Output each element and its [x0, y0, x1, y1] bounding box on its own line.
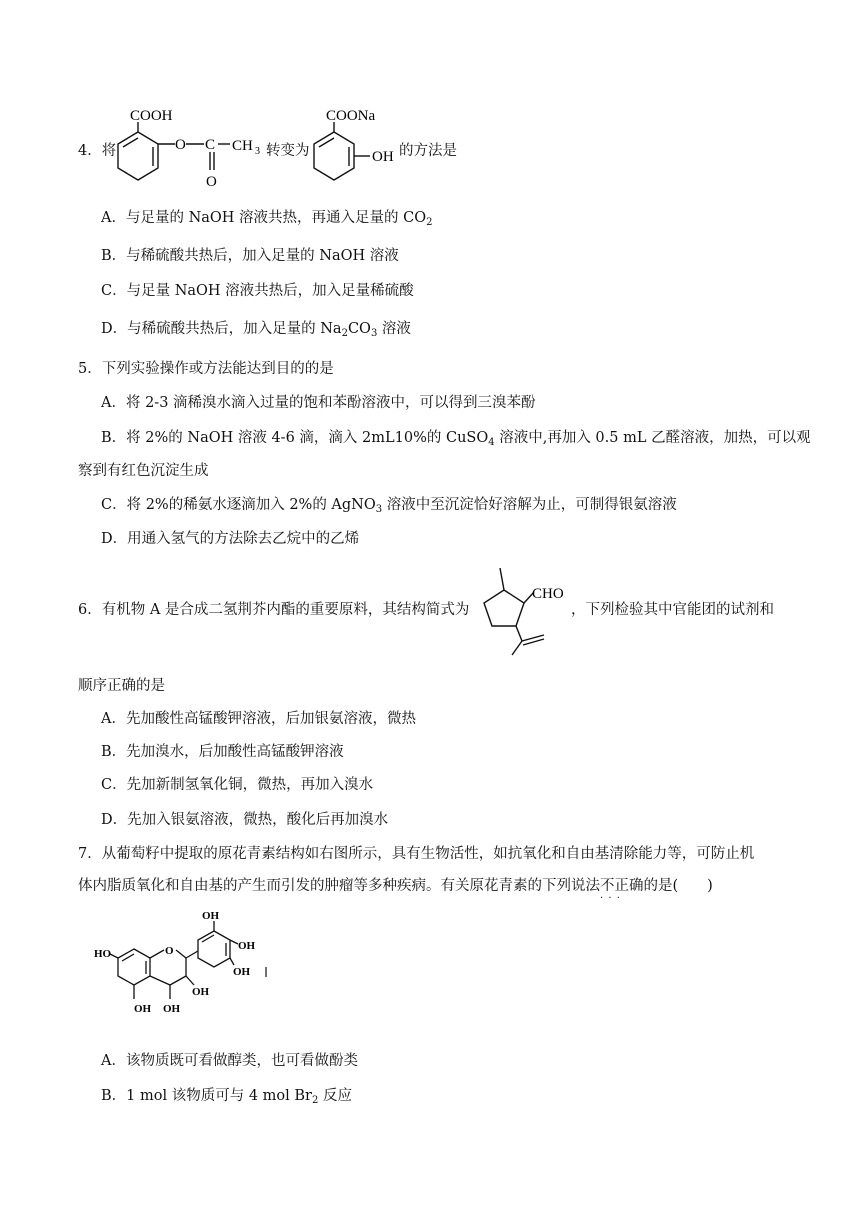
q4-option-b: B．与稀硫酸共热后，加入足量的 NaOH 溶液: [101, 248, 399, 264]
q7-stem-text: 体内脂质氧化和自由基的产生而引发的肿瘤等多种疾病。有关原花青素的下列说法: [78, 878, 600, 894]
q5-option-d: D．用通入氢气的方法除去乙烷中的乙烯: [101, 531, 360, 547]
q4-ester-o-label: O: [175, 137, 186, 153]
q4-oh-label: OH: [372, 149, 394, 165]
q4-option-a: [101, 208, 433, 233]
q5-option-a: A．将 2-3 滴稀溴水滴入过量的饱和苯酚溶液中，可以得到三溴苯酚: [101, 395, 536, 411]
q4-ch3-label: CH: [232, 138, 253, 154]
q6-stem-part2: ，下列检验其中官能团的试剂和: [571, 602, 774, 618]
q6-option-a: A．先加酸性高锰酸钾溶液，后加银氨溶液，微热: [101, 711, 416, 727]
q7-stem-line1: 7．从葡萄籽中提取的原花青素结构如右图所示，具有生物活性，如抗氧化和自由基清除能力等，可防止机: [78, 846, 755, 862]
q4-option-d-text1: D．与稀硫酸共热后，加入足量的 Na: [101, 321, 342, 337]
q4-coona-label: COONa: [326, 108, 376, 124]
q7-oh-bottom-label: OH: [163, 1003, 181, 1015]
q7-procyanidin-structure: [88, 905, 273, 1020]
q7-oh-c3-label: OH: [192, 986, 210, 998]
q4-product-structure: [304, 100, 404, 192]
q5-option-b-sub: 4: [488, 437, 495, 448]
q4-mid-text: 转变为: [266, 143, 310, 159]
q7-option-b-text2: 反应: [318, 1088, 352, 1104]
q4-ch3-subscript: 3: [255, 146, 260, 157]
q7-oh-right-label: OH: [238, 940, 256, 952]
q5-option-c: [101, 495, 677, 520]
q6-option-d: D．先加入银氨溶液，微热，酸化后再加溴水: [101, 812, 389, 828]
q4-option-d-sub2: 3: [370, 328, 378, 339]
q4-option-c: C．与足量 NaOH 溶液共热后，加入足量稀硫酸: [101, 283, 414, 299]
q7-emphasis-text: 不正确 · · ·: [600, 878, 644, 894]
q6-stem-part1: 6．有机物 A 是合成二氢荆芥内酯的重要原料，其结构简式为: [78, 602, 470, 618]
q4-option-a-text: A．与足量的 NaOH 溶液共热，再通入足量的 CO: [101, 210, 427, 226]
q5-option-b-text2: 溶液中,再加入 0.5 mL 乙醛溶液，加热，可以观: [494, 430, 811, 446]
q4-option-d-text2: CO: [347, 321, 371, 337]
q4-stem-number: [78, 141, 116, 161]
q7-option-b-text1: B．1 mol 该物质可与 4 mol Br: [101, 1088, 312, 1104]
q6-option-c: C．先加新制氢氧化铜，微热，再加入溴水: [101, 777, 374, 793]
q4-suffix-text: 的方法是: [399, 143, 457, 159]
q7-option-a: A．该物质既可看做醇类，也可看做酚类: [101, 1053, 358, 1069]
q5-option-b-continuation: 察到有红色沉淀生成: [78, 463, 209, 479]
q4-carbonyl-c-label: C: [205, 137, 216, 153]
q7-answer-bracket: 的是( ): [643, 878, 713, 894]
q4-option-d: [101, 319, 411, 344]
q7-oh-top-label: OH: [202, 910, 220, 922]
q4-carbonyl-o-label: O: [206, 174, 217, 190]
q6-stem-continuation: 顺序正确的是: [78, 678, 165, 694]
q4-option-d-text3: 溶液: [377, 321, 411, 337]
q4-cooh-label: COOH: [130, 108, 173, 124]
q4-option-a-sub: 2: [426, 217, 433, 228]
q5-option-b: [101, 428, 811, 453]
q7-option-b-sub: 2: [311, 1095, 319, 1106]
q7-ho-label: HO: [94, 948, 112, 960]
q5-option-c-sub: 3: [375, 504, 383, 515]
q6-option-b: B．先加溴水，后加酸性高锰酸钾溶液: [101, 744, 344, 760]
q7-oh-bottom-left-label: OH: [134, 1003, 152, 1015]
q7-oh-lower-right-label: OH: [233, 966, 251, 978]
q5-option-b-text1: B．将 2%的 NaOH 溶液 4-6 滴，滴入 2mL10%的 CuSO: [101, 430, 489, 446]
q5-option-c-text1: C．将 2%的稀氨水逐滴加入 2%的 AgNO: [101, 497, 376, 513]
q6-cho-label: CHO: [532, 586, 564, 602]
q4-option-d-sub1: 2: [341, 328, 348, 339]
q7-option-b: [101, 1086, 352, 1111]
q7-ring-o-label: O: [165, 945, 174, 957]
q6-compound-a-structure: [476, 562, 576, 662]
q4-number: 4．: [78, 143, 102, 159]
q5-stem: 5．下列实验操作或方法能达到目的的是: [78, 361, 334, 377]
q5-option-c-text2: 溶液中至沉淀恰好溶解为止，可制得银氨溶液: [382, 497, 677, 513]
q4-reactant-structure: [112, 100, 272, 192]
q7-stem-line2: [78, 876, 713, 896]
q4-prefix: 将: [101, 143, 117, 159]
